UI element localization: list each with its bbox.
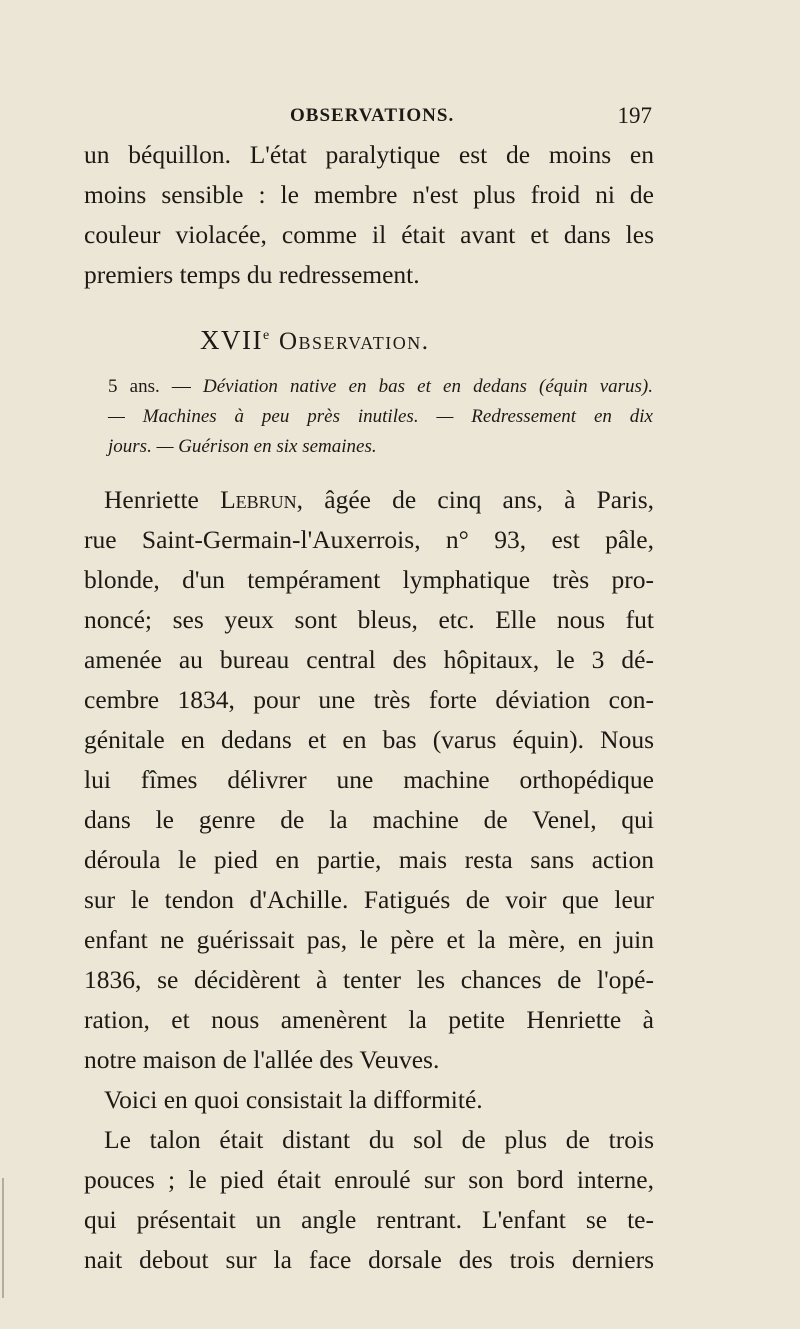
text-line: un béquillon. L'état paralytique est de moins en (84, 140, 654, 169)
text-line: lui fîmes délivrer une machine orthopédique (84, 765, 654, 794)
text-line: enfant ne guérissait pas, le père et la mère, en juin (84, 925, 654, 954)
observation-summary (108, 372, 653, 462)
text-line: cembre 1834, pour une très forte déviation con- (84, 685, 654, 714)
text-line: ration, et nous amenèrent la petite Henriette à (84, 1005, 654, 1034)
observation-word: Observation. (278, 328, 430, 355)
running-title: OBSERVATIONS. (290, 105, 455, 126)
text-line: dans le genre de la machine de Venel, qui (84, 805, 654, 834)
text-line: moins sensible : le membre n'est plus froid ni de (84, 180, 654, 209)
summary-diagnosis: Déviation native en bas et en dedans (équin varus). (202, 376, 654, 397)
text-line: déroula le pied en partie, mais resta sans action (84, 845, 654, 874)
text-line: noncé; ses yeux sont bleus, etc. Elle nous fut (84, 605, 654, 634)
text-line (84, 480, 654, 520)
text-line: qui présentait un angle rentrant. L'enfant se te- (84, 1205, 654, 1234)
text-line: Le talon était distant du sol de plus de trois (104, 1125, 654, 1154)
text-line: génitale en dedans et en bas (varus équin). Nous (84, 725, 654, 754)
page-edge-shadow (2, 1178, 4, 1298)
observation-number: XVII (200, 325, 263, 355)
case-paragraph (84, 480, 654, 1280)
summary-line: — Machines à peu près inutiles. — Redressement en dix (108, 406, 653, 427)
text-line: notre maison de l'allée des Veuves. (84, 1045, 440, 1074)
text-line: nait debout sur la face dorsale des trois derniers (84, 1245, 654, 1274)
text-line: amenée au bureau central des hôpitaux, le 3 dé- (84, 645, 654, 674)
text-line: sur le tendon d'Achille. Fatigués de voir que leur (84, 885, 654, 914)
page-header (84, 105, 652, 133)
intro-paragraph (84, 135, 654, 295)
text-line: Voici en quoi consistait la difformité. (104, 1085, 483, 1114)
text-line: premiers temps du redressement. (84, 260, 420, 289)
summary-line (108, 372, 653, 402)
summary-line: jours. — Guérison en six semaines. (108, 436, 377, 457)
text-fragment: , âgée de cinq ans, à Paris, (296, 485, 654, 514)
text-line: couleur violacée, comme il était avant et dans les (84, 220, 654, 249)
patient-first-name: Henriette (104, 485, 199, 514)
text-line: 1836, se décidèrent à tenter les chances de l'opé- (84, 965, 654, 994)
observation-superscript: e (262, 328, 271, 343)
summary-age: 5 ans. — (108, 376, 191, 397)
text-line: blonde, d'un tempérament lymphatique très pro- (84, 565, 654, 594)
observation-title (200, 325, 430, 356)
patient-surname: Lebrun (220, 485, 297, 514)
text-line: pouces ; le pied était enroulé sur son bord interne, (84, 1165, 654, 1194)
text-line: rue Saint-Germain-l'Auxerrois, n° 93, est pâle, (84, 525, 654, 554)
page-number: 197 (617, 103, 652, 128)
